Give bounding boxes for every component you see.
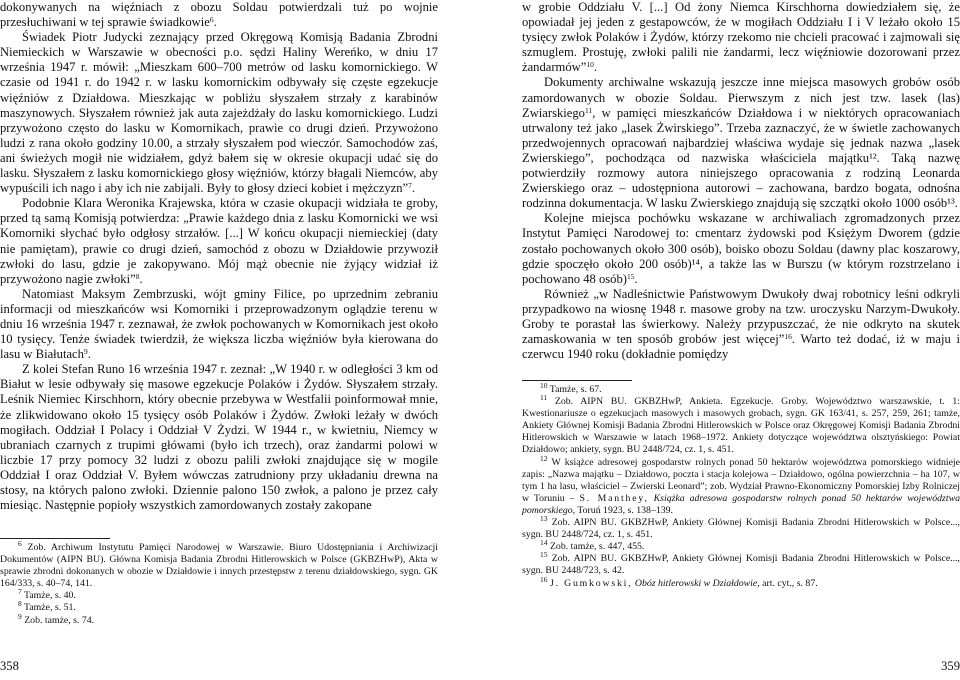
footnote-ref-7[interactable]: 7 [408, 181, 412, 191]
footnote-ref-9[interactable]: 9 [83, 347, 88, 357]
left-paragraph-5: Z kolei Stefan Runo 16 września 1947 r. zeznał: „W 1940 r. w odległości 3 km od Białut w lesie odbywały się masowe egzekucje Polaków i Żydów. Słyszałem strzały. Leśnik Niemiec Kirschhorn, który obecnie przebywa w Westfalii poinformował mnie, że zlikwidowano około 15 tysięcy osób Polaków i Żydów. Zwłoki leżały w dwóch mogiłach. Oddział I Polacy i Oddział V Żydzi. W 1944 r., w kwietniu, Niemcy w ubraniach czarnych z trupimi główami (było ich trzech), oraz żandarmi polowi w liczbie 17 przy pomocy 32 ludzi z obozu palili zwłoki znajdujące się w mogile Oddział I oraz Oddział V. Byłem wówczas zatrudniony przy układaniu drewna na stosy, na których palono zwłoki. Dziennie palono 150 zwłok, a palono je przez cały miesiąc. Następnie popioły wszystkich zamordowanych zostały zakopane [0, 362, 438, 513]
right-paragraph-4: Również „w Nadleśnictwie Państwowym Dwukoły dwaj robotnicy leśni odkryli przypadkowo na wiosnę 1948 r. masowe groby na tzw. uroczysku Narzym-Dwukoły. Groby te porastał las świerkowy. Należy przypuszczać, że nie odkryto na skutek zamaskowania w ten sposób grobów jest więcej”$^{16}$. Warto też dodać, iż w maju i czerwcu 1940 roku (dokładnie pomiędzy [522, 286, 960, 362]
right-footnotes [522, 380, 960, 590]
right-paragraph-3: Kolejne miejsca pochówku wskazane w archiwaliach zgromadzonych przez Instytut Pamięci Narodowej to: cmentarz żydowski pod Księżym Dworem (gdzie zostało pochowanych około 300 osób), boisko obozu Soldau (dawny plac koszarowy, gdzie spoczęło około 200 osób)¹⁴, a także las w Burszu (w którym rozstrzelano i pochowano 48 osób)$^{15}$. [522, 211, 960, 286]
footnote-ref-16[interactable]: 16 [784, 332, 792, 342]
footnote-ref-15[interactable]: 15 [626, 271, 635, 281]
footnote-ref-10[interactable]: 10 [586, 60, 594, 70]
left-paragraph-4: Natomiast Maksym Zembrzuski, wójt gminy Filice, po uprzednim zebraniu informacji od mieszkańców wsi Komorniki i przeprowadzonym oglądzie terenu w dniu 16 września 1947 r. zeznawał, że zwłok pochowanych w Komornikach jest około 10 tysięcy. Tenże świadek twierdził, że większa liczba więźniów była kierowana do lasu w Białutach$^9$. [0, 286, 438, 362]
footnote-9: $^9$ Zob. tamże, s. 74. [18, 611, 95, 626]
left-page-body [0, 0, 438, 513]
footnote-ref-11[interactable]: 11 [584, 105, 593, 115]
footnote-16: $^{16}$ J. Gumkowski, Obóz hitlerowski w Działdowie, art. cyt., s. 87. [540, 574, 818, 589]
footnote-ref-6[interactable]: 6 [209, 15, 214, 25]
footnote-14: $^{14}$ Zob. tamże, s. 447, 455. [540, 538, 645, 553]
left-paragraph-1: dokonywanych na więźniach z obozu Soldau potwierdzali tuż po wojnie przesłuchiwani w tej sprawie świadkowie$^6$. [0, 0, 438, 30]
right-page [522, 0, 960, 680]
footnote-7: $^7$ Tamże, s. 40. [18, 587, 76, 602]
footnote-rule [522, 380, 632, 381]
page-number: 359 [941, 659, 960, 673]
footnote-6: $^6$ Zob. Archiwum Instytutu Pamięci Narodowej w Warszawie. Biuro Udostępniania i Archiwizacji Dokumentów (AIPN BU). Główna Komisja Badania Zbrodni Hitlerowskich w Polsce (GKBZHwP), Akta w sprawie zbrodni dokonanych w obozie w Działdowie i innych przestępstw z terenu działdowskiego, sygn. GK 164/333, s. 40–74, 141. [0, 539, 438, 590]
footnote-rule [0, 538, 110, 539]
left-page [0, 0, 438, 680]
footnote-15: $^{15}$ Zob. AIPN BU. GKBZHwP, Ankiety Głównej Komisji Badania Zbrodni Hitlerowskich w Polsce..., sygn. BU 2448/723, s. 42. [522, 550, 960, 577]
left-paragraph-2: Świadek Piotr Judycki zeznający przed Okręgową Komisją Badania Zbrodni Niemieckich w Warszawie w obecności p.o. sędzi Haliny Wereńko, w dniu 17 września 1947 r. mówił: „Mieszkam 600–700 metrów od lasku komornickiego. W czasie od 1941 r. do 1942 r. w lasku komornickim odbywały się częste egzekucje więźniów z Działdowa. Mieszkając w pobliżu słyszałem strzały z karabinów maszynowych. Słyszałem również jak auta zajeżdżały do lasku komornickiego. Ludzi przywożono często do lasku w Komornikach, prawie co drugi dzień. Przywożono ludzi z rana około godziny 10.00, a strzały słyszałem pod wieczór. Samochodów zaś, ani świeżych mogił nie widziałem, gdyż bałem się w okresie okupacji udać się do lasku. Słyszałem z lasku komornickiego głosy więźniów, którzy błagali Niemców, aby wypuścili ich nago i aby ich nie zabijali. Były to głosy dzieci kobiet i mężczyzn”$^7$. [0, 30, 438, 196]
footnote-10: $^{10}$ Tamże, s. 67. [540, 381, 602, 395]
footnote-ref-8[interactable]: 8 [135, 271, 140, 281]
left-paragraph-3: Podobnie Klara Weronika Krajewska, która w czasie okupacji widziała te groby, przed tą samą Komisją potwierdza: „Prawie każdego dnia z lasku Komornicki we wsi Komorniki słychać było odgłosy strzałów. [...] W końcu okupacji niemieckiej (daty nie pamiętam), prawie co drugi dzień, samochód z obozu w Działdowie przywoził zwłoki do lasu, gdzie je zakopywano. Mój mąż obecnie nie żyjący widział iż przywożono nagie zwłoki”$^8$. [0, 196, 438, 286]
left-footnotes [0, 538, 438, 627]
footnote-8: $^8$ Tamże, s. 51. [18, 599, 76, 614]
right-page-body [522, 0, 960, 362]
right-paragraph-2: Dokumenty archiwalne wskazują jeszcze inne miejsca masowych grobów osób zamordowanych w obozie Soldau. Pierwszym z nich jest tzw. lasek (las) Zwiarskiego$^{11}$, w pamięci mieszkańców Działdowa i w niektórych opracowaniach utrwalony też jako „lasek Żwirskiego”. Trzeba zaznaczyć, że w świetle zachowanych przedwojennych opracowań najbardziej właściwa wydaje się jednak nazwa „lasek Zwierskiego”, pochodząca od nazwiska właściciela majątku¹². Taką nazwę potwierdziły rozmowy autora niniejszego opracowania z rodziną Leonarda Zwierskiego oraz – udostępniona autorowi – zachowana, bardzo bogata, odnośna rodzinna dokumentacja. W lasku Zwierskiego znajdują się szczątki około 1000 osób¹³. [522, 75, 960, 211]
page-number: 358 [0, 659, 19, 673]
footnote-11: $^{11}$ Zob. AIPN BU. GKBZHwP, Ankieta. Egzekucje. Groby. Województwo warszawskie, t. 1: Kwestionariusze o egzekucjach masowych i masowych grobach, sygn. GK 163/41, s. 257, 259, 261; tamże, Ankiety Głównej Komisji Badania Zbrodni Hitlerowskich w Polsce oraz Okręgowej Komisji Badania Zbrodni Hitlerowskich w Warszawie w latach 1968–1972. Ankiety dotyczące województwa olsztyńskiego: Powiat Działdowo; ankiety, sygn. BU 2448/724, cz. 1, s. 451. [522, 393, 960, 456]
footnote-13: $^{13}$ Zob. AIPN BU. GKBZHwP, Ankiety Głównej Komisji Badania Zbrodni Hitlerowskich w Polsce..., sygn. BU 2448/724, cz. 1, s. 451. [522, 514, 960, 541]
right-paragraph-1: w grobie Oddziału V. [...] Od żony Niemca Kirschhorna dowiedziałem się, że opowiadał jej jeden z gestapowców, że w mogiłach Oddziału I i V leżało około 15 tysięcy zwłok Polaków i Żydów, którzy rzekomo nie chcieli pracować i zajmowali się szmuglem. Prostuję, zwłoki palili nie żandarmi, lecz więźniowie dozorowani przez żandarmów”$^{10}$. [522, 0, 960, 75]
footnote-12: $^{12}$ W książce adresowej gospodarstw rolnych ponad 50 hektarów województwa pomorskiego widnieje zapis: „Nazwa majątku – Działdowo, poczta i stacja kolejowa – Działdowo, ogólna powierzchnia – ha 107, w tym 1 ha lasu, właściciel – Zwierski Leonard”; zob. Wydział Prawno-Ekonomiczny Pomorskiej Izby Rolniczej w Toruniu – S. Manthey, Książka adresowa gospodarstw rolnych ponad 50 hektarów województwa pomorskiego, Toruń 1923, s. 138–139. [522, 453, 960, 516]
